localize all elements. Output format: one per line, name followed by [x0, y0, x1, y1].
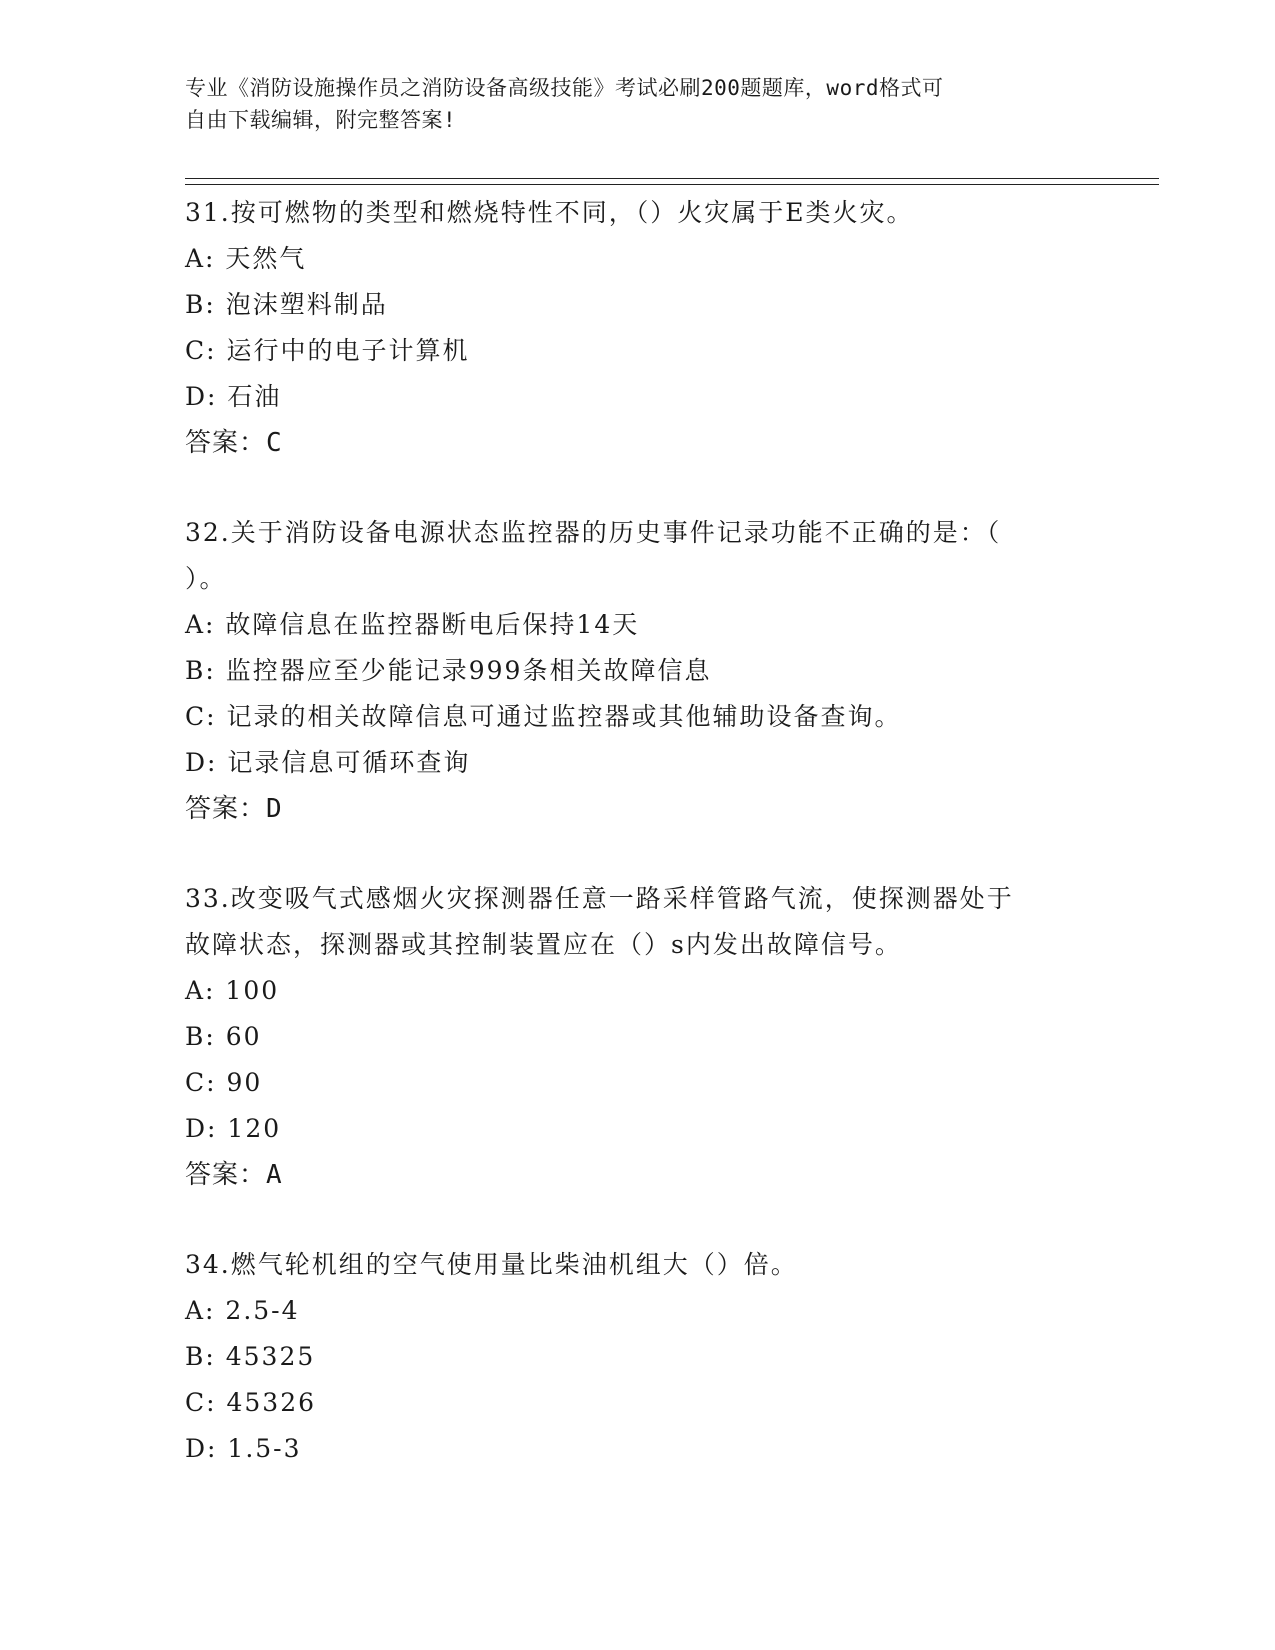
document-header [185, 72, 1085, 136]
option-a: A: 天然气 [185, 244, 307, 273]
header-divider-top [185, 178, 1159, 179]
option-a: A: 100 [185, 976, 280, 1005]
question-list [185, 190, 1085, 1516]
question-stem: 32.关于消防设备电源状态监控器的历史事件记录功能不正确的是：（ [185, 518, 1002, 547]
option-d: D: 石油 [185, 382, 282, 411]
question-31 [185, 190, 1085, 466]
option-b: B: 监控器应至少能记录999条相关故障信息 [185, 656, 712, 685]
option-b: B: 60 [185, 1022, 262, 1051]
option-c: C: 记录的相关故障信息可通过监控器或其他辅助设备查询。 [185, 702, 902, 731]
question-34 [185, 1242, 1085, 1472]
option-a: A: 2.5-4 [185, 1296, 300, 1325]
header-divider-bottom [185, 184, 1159, 185]
question-stem-continued: 故障状态，探测器或其控制装置应在（）s内发出故障信号。 [185, 930, 902, 959]
option-c: C: 45326 [185, 1388, 317, 1417]
question-stem-continued: ）。 [185, 564, 227, 593]
question-stem: 34.燃气轮机组的空气使用量比柴油机组大（）倍。 [185, 1250, 798, 1279]
option-d: D: 记录信息可循环查询 [185, 748, 471, 777]
option-b: B: 45325 [185, 1342, 316, 1371]
option-b: B: 泡沫塑料制品 [185, 290, 388, 319]
option-c: C: 运行中的电子计算机 [185, 336, 470, 365]
option-a: A: 故障信息在监控器断电后保持14天 [185, 610, 640, 639]
option-d: D: 120 [185, 1114, 282, 1143]
header-line-2: 自由下载编辑，附完整答案! [185, 108, 457, 132]
option-d: D: 1.5-3 [185, 1434, 302, 1463]
question-32 [185, 510, 1085, 832]
answer-line: 答案：D [185, 794, 283, 824]
question-stem: 33.改变吸气式感烟火灾探测器任意一路采样管路气流，使探测器处于 [185, 884, 1014, 913]
header-line-1: 专业《消防设施操作员之消防设备高级技能》考试必刷200题题库，word格式可 [185, 76, 944, 100]
answer-line: 答案：A [185, 1160, 283, 1190]
option-c: C: 90 [185, 1068, 263, 1097]
question-stem: 31.按可燃物的类型和燃烧特性不同，（）火灾属于E类火灾。 [185, 198, 914, 227]
answer-line: 答案：C [185, 428, 283, 458]
question-33 [185, 876, 1085, 1198]
